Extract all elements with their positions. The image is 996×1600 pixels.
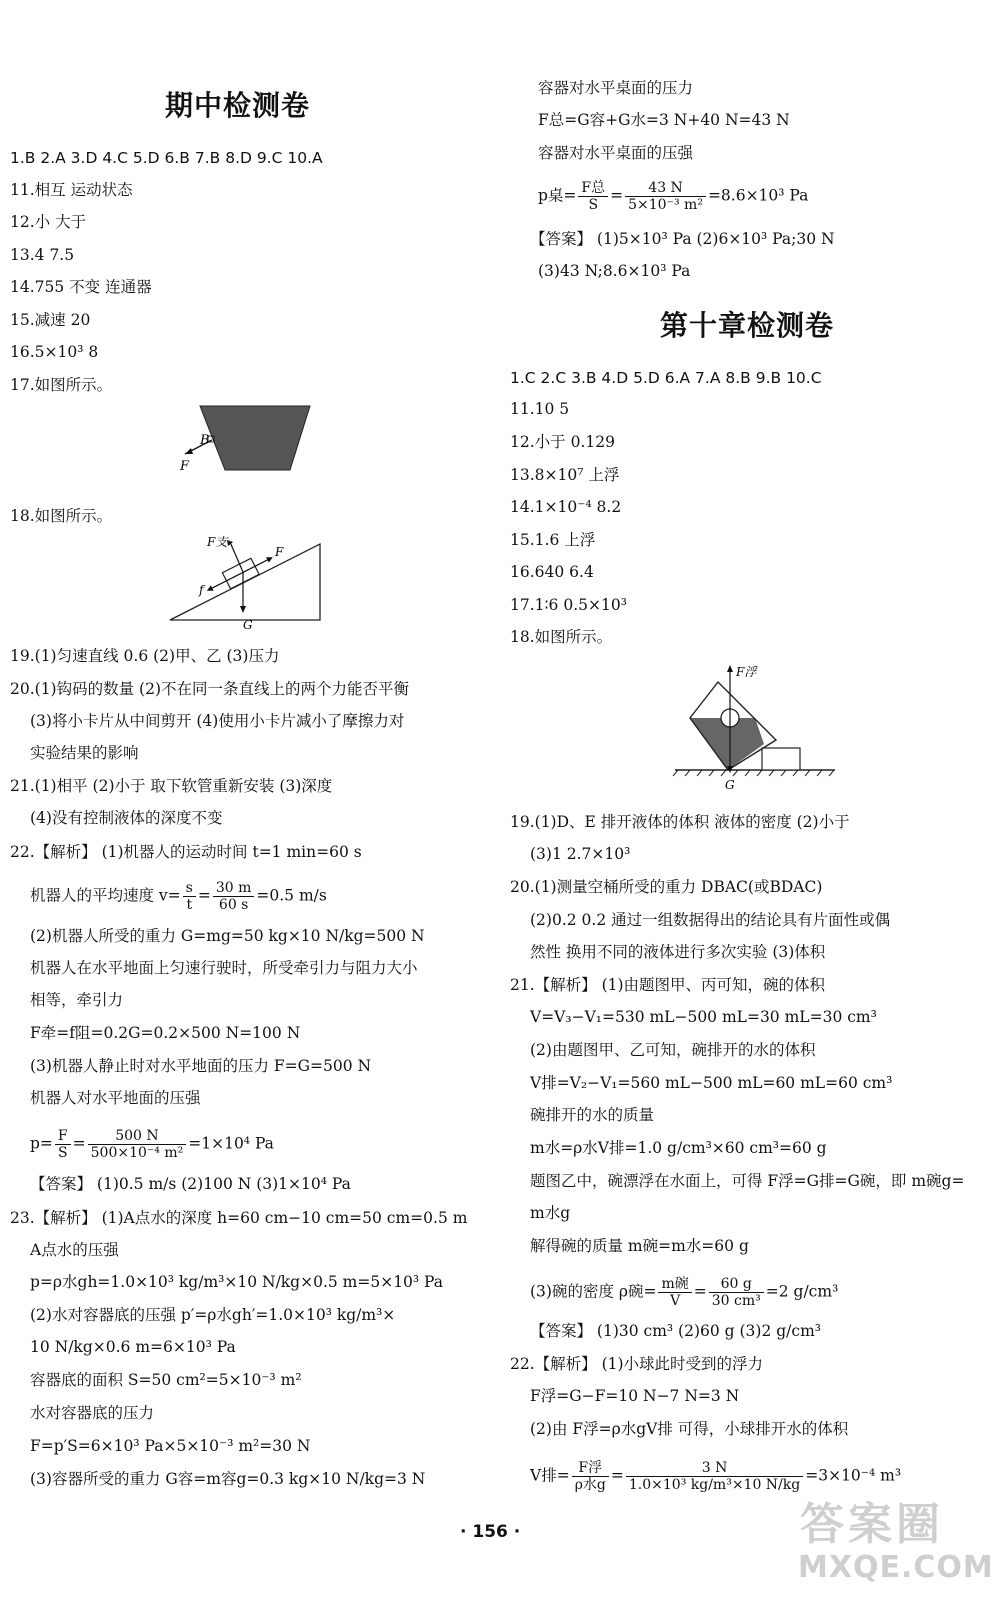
answer-line: (3)43 N;8.6×10³ Pa: [538, 262, 691, 280]
answer-line: 1.C 2.C 3.B 4.D 5.D 6.A 7.A 8.B 9.B 10.C: [510, 369, 822, 387]
answer-line: 15.1.6 上浮: [510, 531, 596, 549]
answer-line: 10 N/kg×0.6 m=6×10³ Pa: [30, 1338, 236, 1356]
answer-line: m水g: [530, 1204, 571, 1222]
answer-line: 21.(1)相平 (2)小于 取下软管重新安装 (3)深度: [10, 777, 333, 795]
answer-line: 【答案】 (1)0.5 m/s (2)100 N (3)1×10⁴ Pa: [30, 1175, 351, 1193]
answer-line: 15.减速 20: [10, 311, 91, 329]
answer-line: F总=G容+G水=3 N+40 N=43 N: [538, 111, 790, 129]
answer-line: 【答案】 (1)30 cm³ (2)60 g (3)2 g/cm³: [530, 1322, 821, 1340]
answer-line: 22.【解析】 (1)小球此时受到的浮力: [510, 1355, 764, 1373]
answer-line: 16.640 6.4: [510, 563, 594, 581]
answer-line: 16.5×10³ 8: [10, 343, 99, 361]
answer-line: 13.4 7.5: [10, 246, 75, 264]
answer-line: 12.小于 0.129: [510, 433, 615, 451]
answer-line: A点水的压强: [30, 1241, 119, 1259]
formula-pressure: p= $\frac{F}{S}$ = $\frac{500 N}{\text{500×10⁻⁴ m²}}$ =1×10⁴ Pa: [30, 1128, 274, 1161]
answer-line: 13.8×10⁷ 上浮: [510, 466, 620, 484]
fig17-label-f: F: [180, 459, 190, 474]
answer-line: 解得碗的质量 m碗=m水=60 g: [530, 1237, 749, 1255]
answer-line: 水对容器底的压力: [30, 1404, 155, 1422]
formula-displaced-volume: V排= $\frac{\text{F浮}}{\text{ρ水g}}$ = $\frac{3 N}{\text{1.0×10³ kg/m³×10 N/kg}}$ =3×10⁻⁴ m³: [530, 1460, 902, 1493]
answer-line: 容器对水平桌面的压强: [538, 144, 694, 162]
answer-line: (3)将小卡片从中间剪开 (4)使用小卡片减小了摩擦力对: [30, 712, 405, 730]
answer-line: 题图乙中，碗漂浮在水面上，可得 F浮=G排=G碗，即 m碗g=: [530, 1172, 965, 1190]
answer-line: p=ρ水gh=1.0×10³ kg/m³×10 N/kg×0.5 m=5×10³ Pa: [30, 1273, 444, 1291]
answer-line: 【答案】 (1)5×10³ Pa (2)6×10³ Pa;30 N: [530, 230, 835, 248]
answer-line: 21.【解析】 (1)由题图甲、丙可知，碗的体积: [510, 976, 826, 994]
formula-velocity: 机器人的平均速度 v= $\frac{s}{t}$ = $\frac{30 m}{60 s}$ =0.5 m/s: [30, 880, 327, 913]
fig18-label-f: F: [275, 545, 284, 559]
answer-line: 1.B 2.A 3.D 4.C 5.D 6.B 7.B 8.D 9.C 10.A: [10, 149, 323, 167]
formula-density: (3)碗的密度 ρ碗= $\frac{\text{m碗}}{V}$ = $\frac{60 g}{\text{30 cm³}}$ =2 g/cm³: [530, 1276, 839, 1309]
answer-line: 碗排开的水的质量: [530, 1106, 655, 1124]
answer-line: (2)0.2 0.2 通过一组数据得出的结论具有片面性或偶: [530, 911, 891, 929]
answer-line: 机器人在水平地面上匀速行驶时，所受牵引力与阻力大小: [30, 959, 418, 977]
answer-line: (4)没有控制液体的深度不变: [30, 809, 223, 827]
answer-line: 然性 换用不同的液体进行多次实验 (3)体积: [530, 943, 826, 961]
answer-line: 20.(1)测量空桶所受的重力 DBAC(或BDAC): [510, 878, 823, 896]
answer-line: V=V₃−V₁=530 mL−500 mL=30 mL=30 cm³: [530, 1008, 877, 1026]
answer-line: 18.如图所示。: [10, 507, 113, 525]
figure-18-incline: [165, 532, 330, 632]
answer-line: (2)由 F浮=ρ水gV排 可得，小球排开水的体积: [530, 1420, 849, 1438]
answer-line: 17.如图所示。: [10, 376, 113, 394]
fig18-label-ffu: F浮: [736, 665, 757, 679]
chapter10-title: 第十章检测卷: [660, 309, 835, 342]
answer-line: (2)机器人所受的重力 G=mg=50 kg×10 N/kg=500 N: [30, 927, 425, 945]
formula-table-pressure: p桌= $\frac{\text{F总}}{S}$ = $\frac{43 N}{\text{5×10⁻³ m²}}$ =8.6×10³ Pa: [538, 180, 809, 213]
page-number: · 156 ·: [460, 1522, 521, 1542]
answer-line: 17.1∶6 0.5×10³: [510, 596, 627, 614]
answer-line: 20.(1)钩码的数量 (2)不在同一条直线上的两个力能否平衡: [10, 680, 409, 698]
fig18-label-friction: f: [199, 583, 204, 597]
midterm-title: 期中检测卷: [165, 89, 311, 122]
answer-line: (3)容器所受的重力 G容=m容g=0.3 kg×10 N/kg=3 N: [30, 1470, 426, 1488]
answer-line: 容器底的面积 S=50 cm²=5×10⁻³ m²: [30, 1371, 302, 1389]
answer-line: 19.(1)D、E 排开液体的体积 液体的密度 (2)小于: [510, 813, 850, 831]
answer-line: 19.(1)匀速直线 0.6 (2)甲、乙 (3)压力: [10, 647, 280, 665]
answer-line: 18.如图所示。: [510, 628, 613, 646]
fig18-label-fn: F支: [207, 535, 228, 549]
watermark-logo: 答案圈 MXQE.COM: [798, 1499, 994, 1585]
fig17-label-b: B: [200, 433, 210, 448]
answer-line: 实验结果的影响: [30, 744, 139, 762]
answer-line: F=p′S=6×10³ Pa×5×10⁻³ m²=30 N: [30, 1437, 311, 1455]
figure-18-buoyancy: [670, 660, 840, 795]
answer-line: 14.1×10⁻⁴ 8.2: [510, 498, 622, 516]
answer-line: 相等，牵引力: [30, 991, 124, 1009]
answer-line: (2)水对容器底的压强 p′=ρ水gh′=1.0×10³ kg/m³×: [30, 1306, 396, 1324]
answer-line: 容器对水平桌面的压力: [538, 79, 694, 97]
answer-line: (3)机器人静止时对水平地面的压力 F=G=500 N: [30, 1057, 372, 1075]
answer-line: F浮=G−F=10 N−7 N=3 N: [530, 1387, 740, 1405]
figure-17-trapezoid: [170, 402, 320, 482]
answer-line: 22.【解析】 (1)机器人的运动时间 t=1 min=60 s: [10, 843, 362, 861]
answer-line: 11.相互 运动状态: [10, 181, 133, 199]
answer-line: 23.【解析】 (1)A点水的深度 h=60 cm−10 cm=50 cm=0.5 m: [10, 1209, 468, 1227]
answer-line: m水=ρ水V排=1.0 g/cm³×60 cm³=60 g: [530, 1139, 827, 1157]
fig18-label-g2: G: [725, 778, 735, 792]
fig18-label-g: G: [243, 618, 253, 632]
answer-line: 14.755 不变 连通器: [10, 278, 152, 296]
answer-line: (2)由题图甲、乙可知，碗排开的水的体积: [530, 1041, 816, 1059]
answer-line: 机器人对水平地面的压强: [30, 1089, 201, 1107]
answer-line: V排=V₂−V₁=560 mL−500 mL=60 mL=60 cm³: [530, 1074, 893, 1092]
answer-line: F牵=f阻=0.2G=0.2×500 N=100 N: [30, 1024, 301, 1042]
answer-line: (3)1 2.7×10³: [530, 845, 631, 863]
answer-line: 11.10 5: [510, 400, 570, 418]
answer-line: 12.小 大于: [10, 213, 87, 231]
